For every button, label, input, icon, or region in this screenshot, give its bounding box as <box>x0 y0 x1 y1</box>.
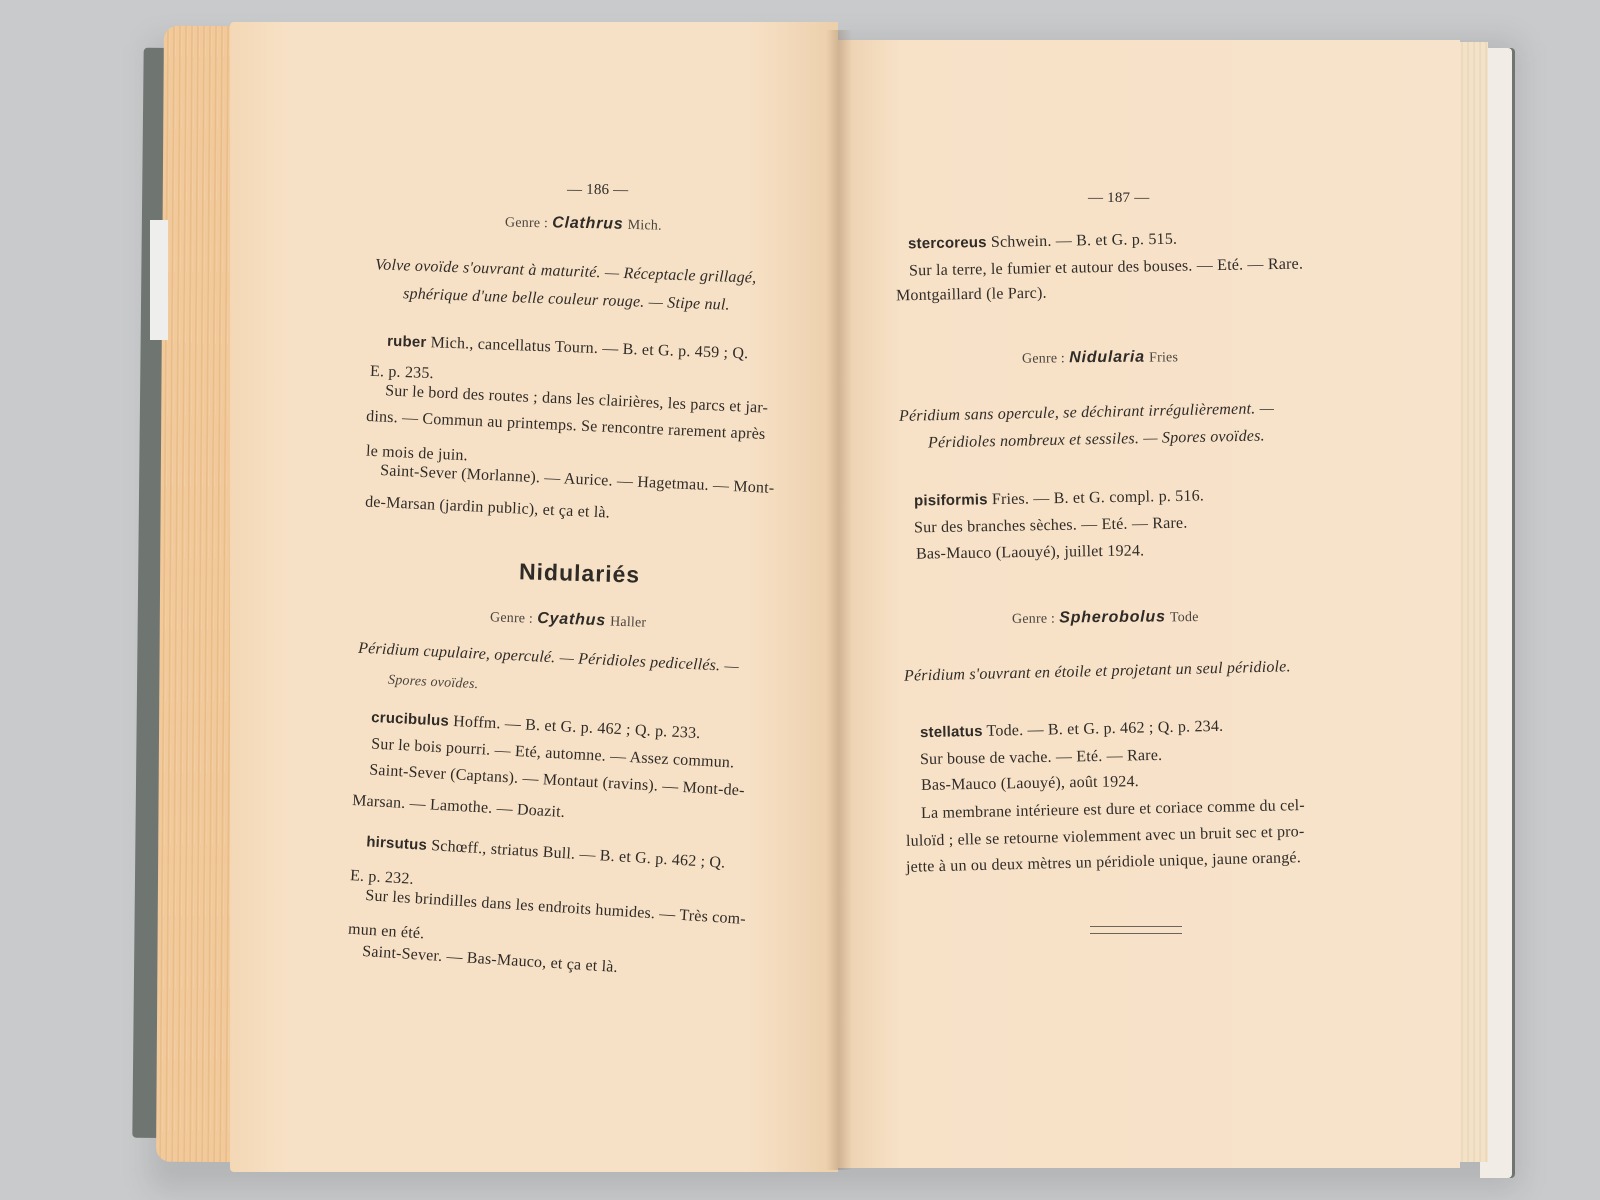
species-synonymy: Fries. — B. et G. compl. p. 516. <box>987 487 1205 509</box>
spine-label <box>150 220 168 340</box>
text-line: Bas-Mauco (Laouyé), juillet 1924. <box>915 542 1145 563</box>
text-line: le mois de juin. <box>365 442 469 465</box>
genre-author: Tode <box>1169 610 1199 626</box>
species-name: pisiformis <box>913 491 988 510</box>
right-page <box>838 40 1460 1168</box>
text-line: Bas-Mauco (Laouyé), août 1924. <box>920 773 1140 794</box>
genre-description-line: Spores ovoïdes. <box>387 672 479 693</box>
species-synonymy: Mich., cancellatus Tourn. — B. et G. p. 459 ; Q. <box>426 334 749 363</box>
text-line: Saint-Sever (Captans). — Montaut (ravins). — Mont-de- <box>368 761 746 800</box>
genre-heading-clathrus <box>505 214 662 233</box>
genre-name: Nidularia <box>1069 348 1145 367</box>
text-line: Sur des branches sèches. — Eté. — Rare. <box>913 514 1188 537</box>
text-line: Marsan. — Lamothe. — Doazit. <box>351 792 566 821</box>
species-synonymy: Schwein. — B. et G. p. 515. <box>986 230 1178 251</box>
text-line: luloïd ; elle se retourne violemment avec un bruit sec et pro- <box>905 823 1305 850</box>
species-name: stellatus <box>919 722 983 742</box>
genre-author: Haller <box>609 614 647 631</box>
text-line: Sur le bois pourri. — Eté, automne. — Assez commun. <box>370 735 735 772</box>
genre-label: Genre : <box>504 215 549 232</box>
genre-name: Spherobolus <box>1059 608 1166 627</box>
text-line: jette à un ou deux mètres un péridiole unique, jaune orangé. <box>905 849 1302 876</box>
text-line: dins. — Commun au printemps. Se rencontre rarement après <box>365 407 766 444</box>
text-line: Montgaillard (le Parc). <box>895 284 1047 305</box>
genre-label: Genre : <box>1021 351 1066 367</box>
species-name: ruber <box>386 332 427 352</box>
section-heading: Nidulariés <box>518 558 641 588</box>
genre-label: Genre : <box>489 610 534 627</box>
text-line: de-Marsan (jardin public), et ça et là. <box>364 493 611 522</box>
genre-description-line: Péridioles nombreux et sessiles. — Spores ovoïdes. <box>927 427 1265 452</box>
genre-name: Cyathus <box>536 609 607 630</box>
text-line: E. p. 235. <box>369 362 435 383</box>
end-rule <box>1090 926 1182 934</box>
text-line: Saint-Sever. — Bas-Mauco, et ça et là. <box>361 942 619 977</box>
text-line: E. p. 232. <box>349 867 415 888</box>
species-name: hirsutus <box>365 833 428 854</box>
genre-heading-nidularia <box>1022 349 1178 366</box>
left-page <box>230 22 838 1172</box>
genre-author: Fries <box>1149 350 1179 366</box>
text-line: mun en été. <box>347 920 425 943</box>
genre-description-line: Péridium sans opercule, se déchirant irrégulièrement. — <box>898 400 1275 425</box>
genre-description-line: Péridium s'ouvrant en étoile et projetant un seul péridiole. <box>903 658 1291 685</box>
genre-author: Mich. <box>627 217 662 234</box>
book-gutter <box>826 30 852 1170</box>
page-number-right: — 187 — <box>1088 190 1150 206</box>
genre-description-line: Péridium cupulaire, operculé. — Péridioles pedicellés. — <box>357 639 740 676</box>
species-name: stercoreus <box>907 233 987 253</box>
text-line: La membrane intérieure est dure et coriace comme du cel- <box>920 796 1306 823</box>
page-number-left: — 186 — <box>566 181 629 199</box>
genre-label: Genre : <box>1011 611 1056 627</box>
genre-description-line: Volve ovoïde s'ouvrant à maturité. — Réceptacle grillagé, <box>374 256 757 287</box>
text-line: Sur le bord des routes ; dans les clairières, les parcs et jar- <box>384 382 769 417</box>
species-synonymy: Tode. — B. et G. p. 462 ; Q. p. 234. <box>982 717 1224 740</box>
genre-heading-spherobolus <box>1012 609 1199 627</box>
genre-description-line: sphérique d'une belle couleur rouge. — Stipe nul. <box>402 285 731 314</box>
genre-name: Clathrus <box>552 214 624 233</box>
species-name: crucibulus <box>370 708 450 730</box>
text-line: Sur bouse de vache. — Eté. — Rare. <box>919 746 1163 769</box>
text-line: Sur la terre, le fumier et autour des bouses. — Eté. — Rare. <box>908 255 1304 280</box>
species-synonymy: Hoffm. — B. et G. p. 462 ; Q. p. 233. <box>448 712 701 743</box>
text-line: Sur les brindilles dans les endroits humides. — Très com- <box>364 887 747 928</box>
species-synonymy: Schœff., striatus Bull. — B. et G. p. 462 ; Q. <box>426 836 726 872</box>
text-line: Saint-Sever (Morlanne). — Aurice. — Hagetmau. — Mont- <box>379 462 775 497</box>
